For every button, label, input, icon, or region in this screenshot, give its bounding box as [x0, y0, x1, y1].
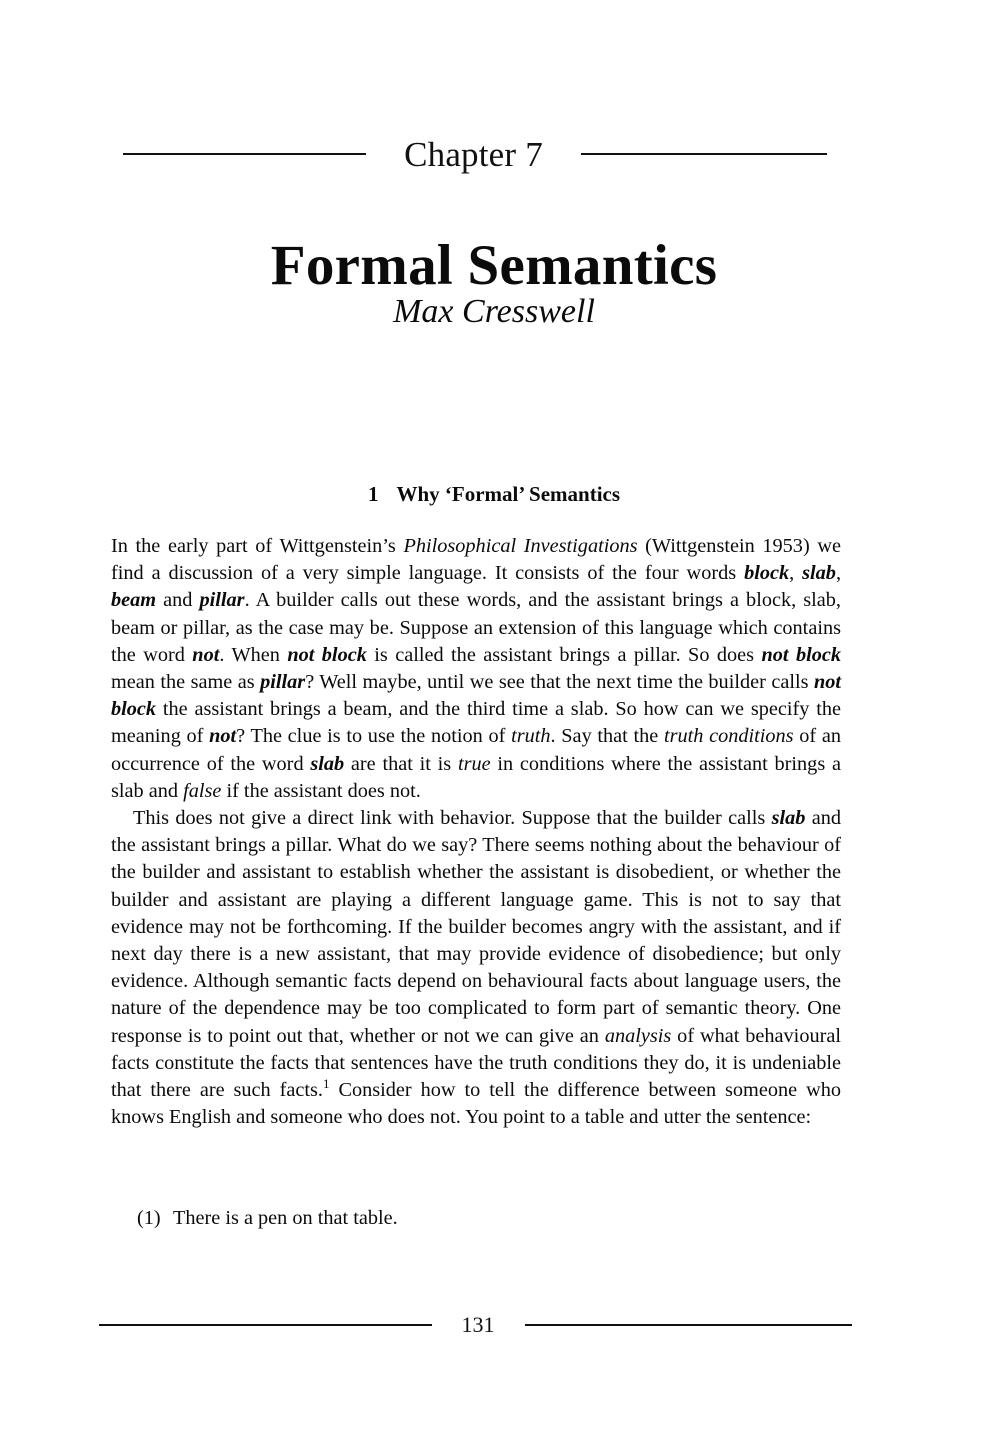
section-number: 1: [367, 482, 379, 507]
example-text: There is a pen on that table.: [173, 1207, 398, 1229]
footer-rule-right: [525, 1324, 852, 1326]
page-footer: [112, 1305, 838, 1345]
chapter-label: Chapter 7: [404, 134, 543, 174]
chapter-rule-left: [123, 153, 366, 155]
chapter-header: [112, 130, 838, 178]
example-number: (1): [137, 1207, 161, 1229]
chapter-title: Formal Semantics: [270, 234, 718, 298]
numbered-example-list: [111, 1205, 841, 1232]
section-heading: [0, 482, 988, 507]
paragraph-2: This does not give a direct link with behavior. Suppose that the builder calls slab and the assistant brings a pillar. What do we say? There seems nothing about the behaviour of the builder and assistant to establish whether the assistant is disobedient, or whether the builder and assistant are playing a different language game. This is not to say that evidence may not be forthcoming. If the builder becomes angry with the assistant, and if next day there is a new assistant, that may provide evidence of disobedience; but only evidence. Although semantic facts depend on behavioural facts about language users, the nature of the dependence may be too complicated to form part of semantic theory. One response is to point out that, whether or not we can give an analysis of what behavioural facts constitute the facts that sentences have the truth conditions they do, it is undeniable that there are such facts.$^1$ Consider how to tell the difference between someone who knows English and someone who does not. You point to a table and utter the sentence:: [111, 807, 841, 1129]
chapter-author: Max Cresswell: [393, 293, 595, 330]
footer-rule-left: [99, 1324, 432, 1326]
example-item: [111, 1205, 841, 1232]
chapter-rule-right: [581, 153, 827, 155]
section-title: Why ‘Formal’ Semantics: [396, 482, 621, 507]
paragraph-1: In the early part of Wittgenstein’s Philosophical Investigations (Wittgenstein 1953) we find a discussion of a very simple language. It consists of the four words block, slab, beam and pillar. A builder calls out these words, and the assistant brings a block, slab, beam or pillar, as the case may be. Suppose an extension of this language which contains the word not. When not block is called the assistant brings a pillar. So does not block mean the same as pillar? Well maybe, until we see that the next time the builder calls not block the assistant brings a beam, and the third time a slab. So how can we specify the meaning of not? The clue is to use the notion of truth. Say that the truth conditions of an occurrence of the word slab are that it is true in conditions where the assistant brings a slab and false if the assistant does not.: [111, 535, 842, 802]
page-number: 131: [461, 1312, 495, 1337]
body-text-column: [111, 533, 841, 1131]
